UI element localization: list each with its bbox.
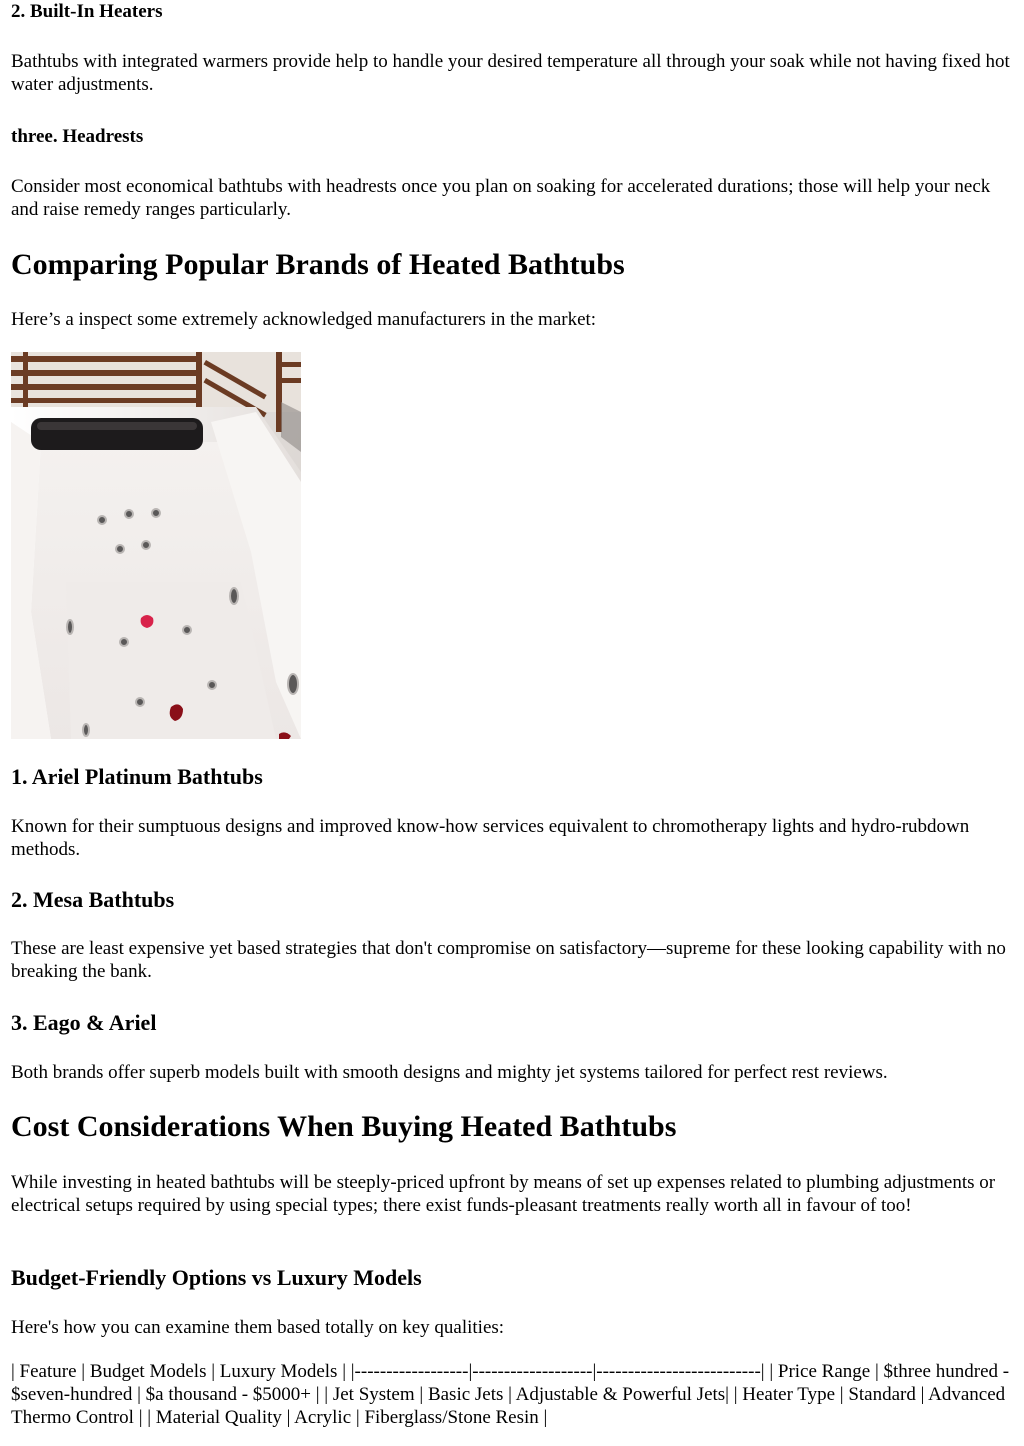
heading-headrests: three. Headrests — [11, 126, 144, 147]
paragraph-ariel-platinum: Known for their sumptuous designs and improved know-how services equivalent to chromotherapy lights and hydro-rubdown methods. — [11, 816, 970, 860]
bathtub-photo-svg — [11, 352, 301, 739]
heading-comparing-brands: Comparing Popular Brands of Heated Bathtubs — [11, 248, 625, 281]
bathtub-image — [11, 352, 301, 739]
paragraph-brands-intro: Here’s a inspect some extremely acknowledged manufacturers in the market: — [11, 309, 597, 330]
markdown-comparison-table-text: | Feature | Budget Models | Luxury Models | |------------------|-------------------|--------------------------| | Price Range | $three hundred - $seven-hundred | $a thousand - $5000+ | | Jet System | Basic Jets | Adjustable & Powerful Jets| | Heater Type | Standard | Advanced Thermo Control | | Material Quality | Acrylic | Fiberglass/Stone Resin | — [11, 1361, 1010, 1428]
paragraph-headrests: Consider most economical bathtubs with headrests once you plan on soaking for accelerated durations; those will help your neck and raise remedy ranges particularly. — [11, 176, 991, 220]
paragraph-built-in-heaters: Bathtubs with integrated warmers provide help to handle your desired temperature all through your soak while not having fixed hot water adjustments. — [11, 51, 1010, 95]
paragraph-budget-intro: Here's how you can examine them based totally on key qualities: — [11, 1317, 505, 1338]
paragraph-cost-considerations: While investing in heated bathtubs will be steeply-priced upfront by means of set up expenses related to plumbing adjustments or electrical setups required by using special types; there exist funds-pleasant treatments really worth all in favour of too! — [11, 1172, 996, 1216]
paragraph-eago-ariel: Both brands offer superb models built with smooth designs and mighty jet systems tailored for perfect rest reviews. — [11, 1062, 888, 1083]
heading-eago-ariel: 3. Eago & Ariel — [11, 1010, 157, 1035]
heading-ariel-platinum: 1. Ariel Platinum Bathtubs — [11, 764, 263, 789]
heading-built-in-heaters: 2. Built-In Heaters — [11, 1, 163, 22]
heading-budget-vs-luxury: Budget-Friendly Options vs Luxury Models — [11, 1265, 422, 1290]
heading-mesa: 2. Mesa Bathtubs — [11, 887, 175, 912]
heading-cost-considerations: Cost Considerations When Buying Heated Bathtubs — [11, 1110, 677, 1143]
paragraph-mesa: These are least expensive yet based strategies that don't compromise on satisfactory—supreme for these looking capability with no breaking the bank. — [11, 938, 1006, 982]
